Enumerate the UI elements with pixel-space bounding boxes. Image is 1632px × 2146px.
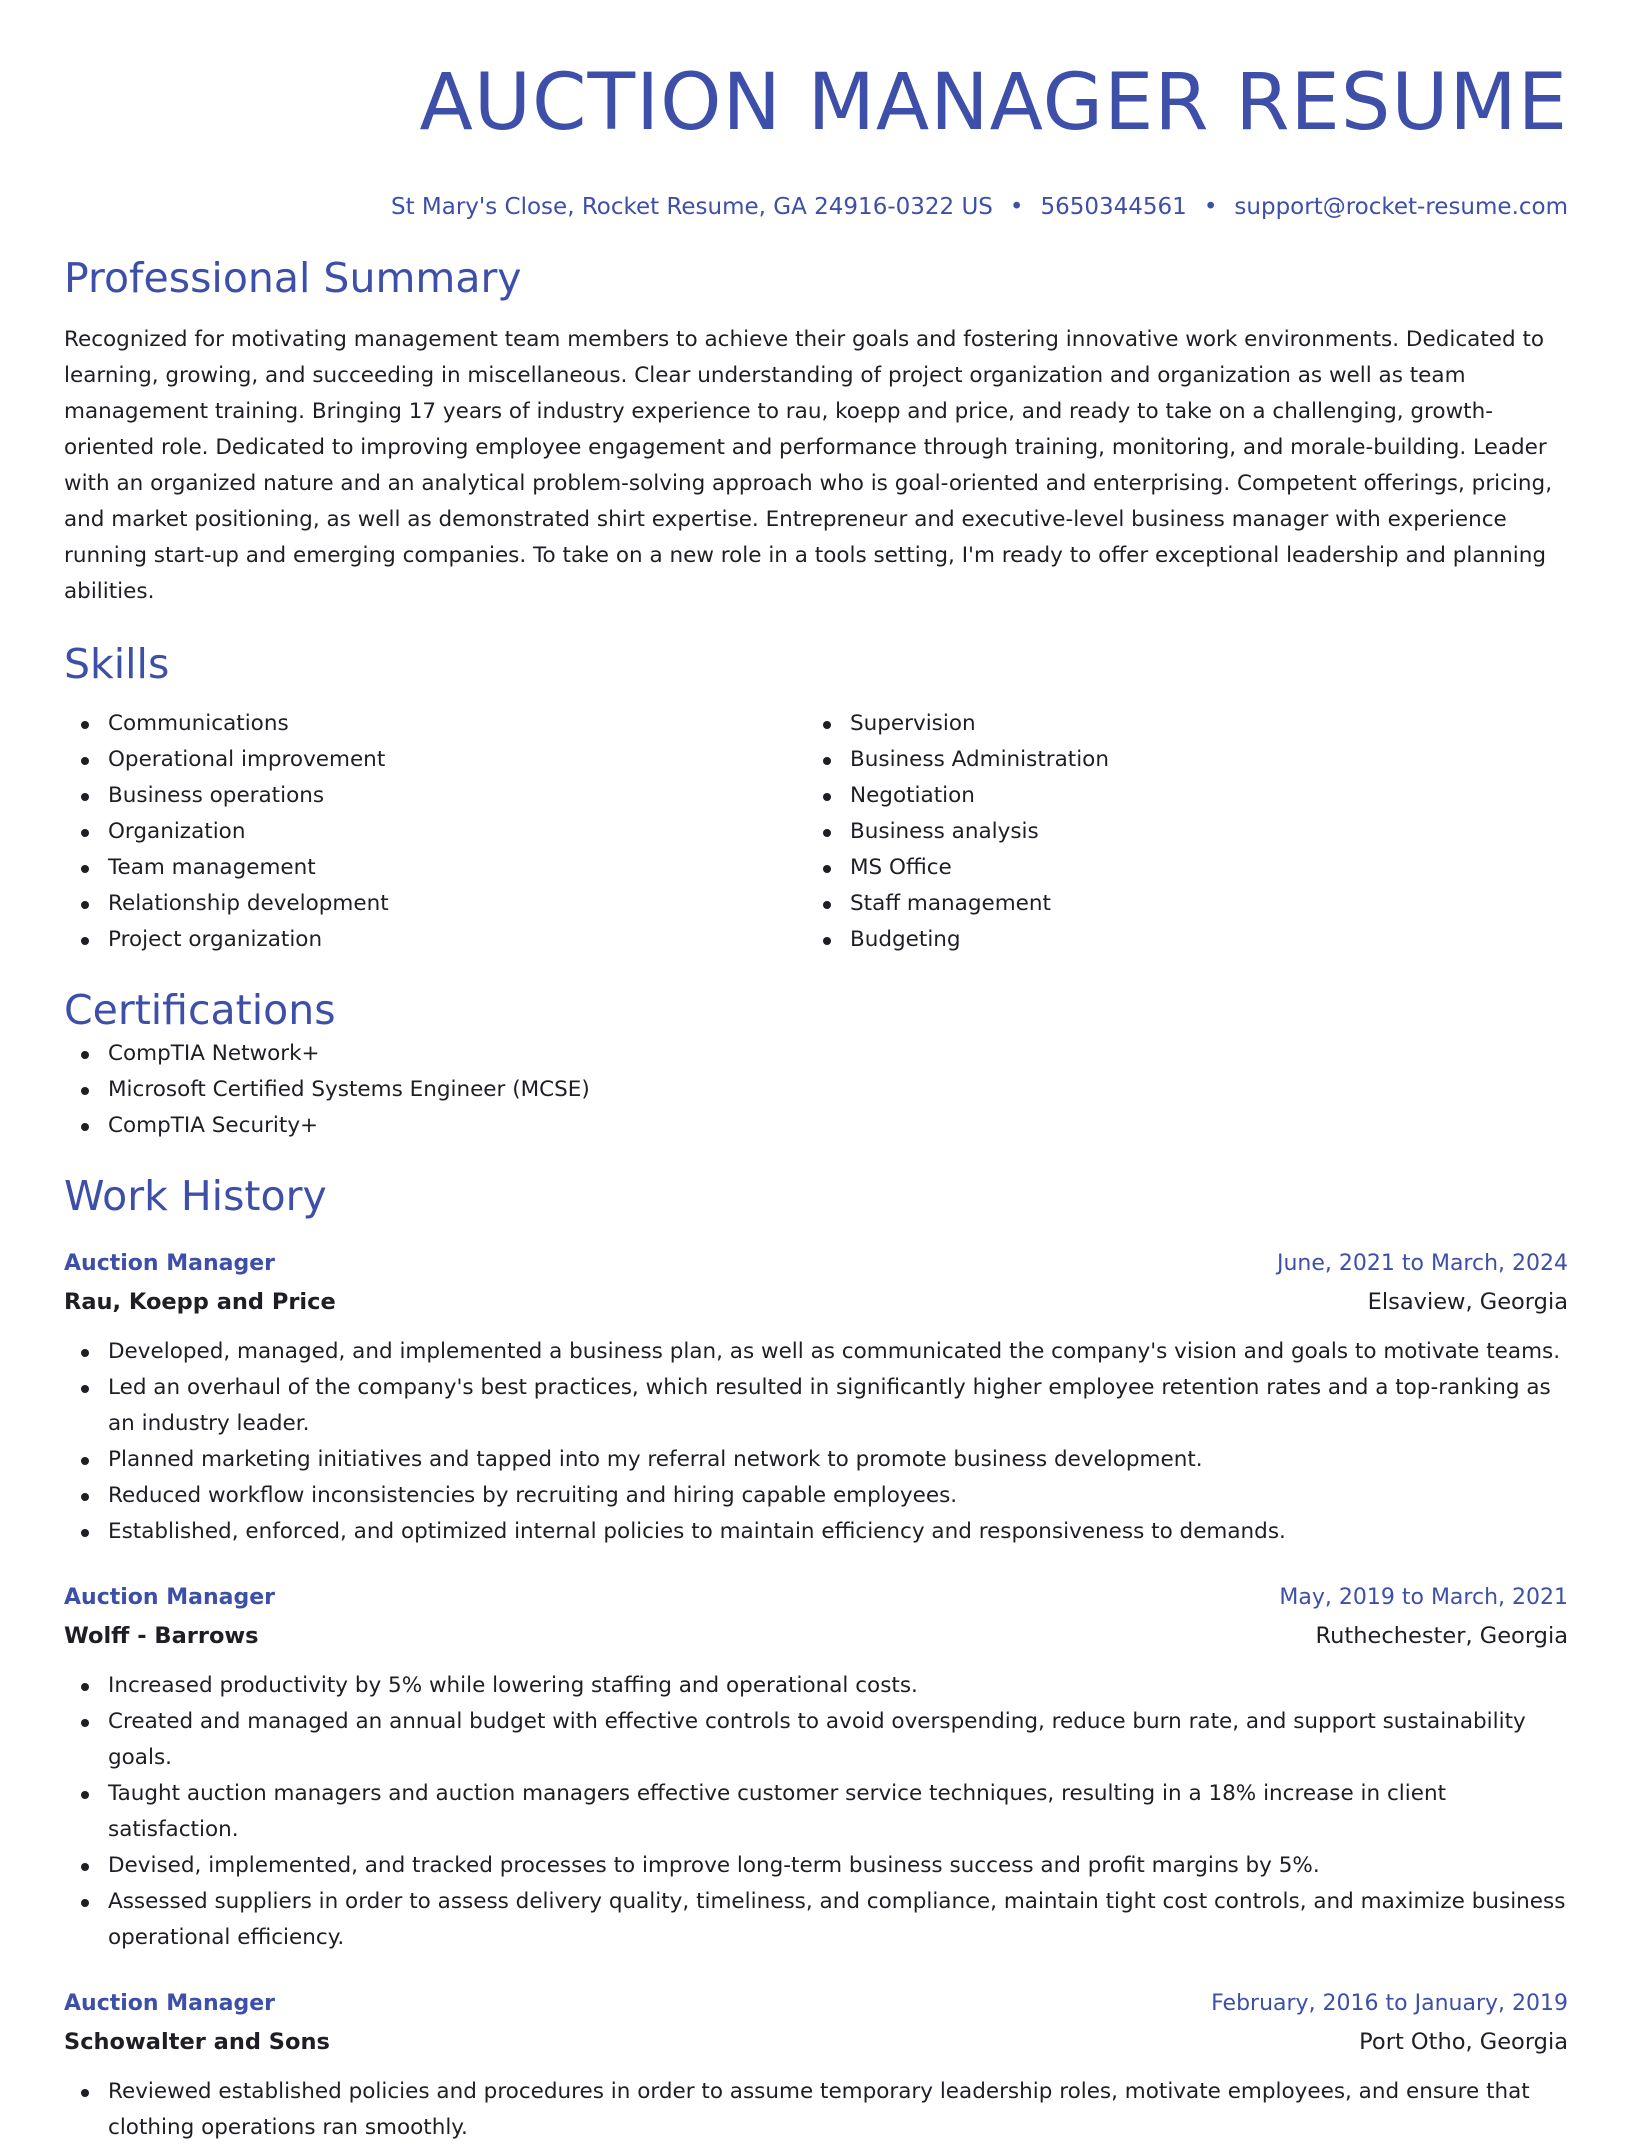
job-bullet: Reduced workflow inconsistencies by recruiting and hiring capable employees. (64, 1478, 1568, 1514)
job-bullet: Assessed suppliers in order to assess delivery quality, timeliness, and compliance, maintain tight cost controls, and maximize business operational efficiency. (64, 1884, 1568, 1956)
certification-item: CompTIA Security+ (64, 1108, 1568, 1144)
work-history-heading: Work History (64, 1172, 327, 1220)
skill-item: Project organization (64, 922, 806, 958)
job-title: Auction Manager (64, 1585, 275, 1610)
job-entry (64, 1246, 1568, 1550)
summary-text: Recognized for motivating management team members to achieve their goals and fostering innovative work environments. Dedicated to learning, growing, and succeeding in miscellaneous. Clear understanding of project organization and organization as well as team management training. Bringing 17 years of industry experience to rau, koepp and price, and ready to take on a challenging, growth-oriented role. Dedicated to improving employee engagement and performance through training, monitoring, and morale-building. Leader with an organized nature and an analytical problem-solving approach who is goal-oriented and enterprising. Competent offerings, pricing, and market positioning, as well as demonstrated shirt expertise. Entrepreneur and executive-level business manager with experience running start-up and emerging companies. To take on a new role in a tools setting, I'm ready to offer exceptional leadership and planning abilities. (64, 327, 1553, 604)
contact-line (64, 192, 1568, 222)
job-bullet: Planned marketing initiatives and tapped into my referral network to promote business development. (64, 1442, 1568, 1478)
job-bullets (64, 2074, 1568, 2146)
contact-separator: • (1009, 194, 1024, 220)
skill-item: Business operations (64, 778, 806, 814)
certification-item: Microsoft Certified Systems Engineer (MCSE) (64, 1072, 1568, 1108)
job-bullet: Established, enforced, and optimized internal policies to maintain efficiency and responsiveness to demands. (64, 1514, 1568, 1550)
job-bullet: Created and managed an annual budget with effective controls to avoid overspending, reduce burn rate, and support sustainability goals. (64, 1704, 1568, 1776)
job-company-row (64, 1616, 1568, 1656)
job-title: Auction Manager (64, 1991, 275, 2016)
job-location: Port Otho, Georgia (1359, 2029, 1568, 2055)
contact-address: St Mary's Close, Rocket Resume, GA 24916-0322 US (390, 194, 993, 220)
certifications-heading: Certifications (64, 986, 336, 1034)
skill-item: Team management (64, 850, 806, 886)
job-bullet: Reviewed established policies and procedures in order to assume temporary leadership roles, motivate employees, and ensure that clothing operations ran smoothly. (64, 2074, 1568, 2146)
job-company-row (64, 1282, 1568, 1322)
skill-item: Communications (64, 706, 806, 742)
job-entry (64, 1986, 1568, 2146)
contact-phone: 5650344561 (1040, 194, 1187, 220)
contact-separator: • (1203, 194, 1218, 220)
summary-heading: Professional Summary (64, 254, 522, 302)
skills-list-right (806, 706, 1548, 958)
job-bullets (64, 1334, 1568, 1550)
job-location: Elsaview, Georgia (1367, 1289, 1568, 1315)
job-dates: February, 2016 to January, 2019 (1211, 1991, 1568, 2016)
skills-list-left (64, 706, 806, 958)
job-bullet: Devised, implemented, and tracked processes to improve long-term business success and profit margins by 5%. (64, 1848, 1568, 1884)
job-dates: May, 2019 to March, 2021 (1279, 1585, 1568, 1610)
job-dates: June, 2021 to March, 2024 (1277, 1251, 1568, 1276)
job-entry (64, 1580, 1568, 1956)
skill-item: Negotiation (806, 778, 1548, 814)
skills-column-right (806, 706, 1548, 958)
skill-item: MS Office (806, 850, 1548, 886)
job-location: Ruthechester, Georgia (1315, 1623, 1568, 1649)
skill-item: Budgeting (806, 922, 1548, 958)
contact-email[interactable]: support@rocket-resume.com (1234, 194, 1568, 220)
skill-item: Business analysis (806, 814, 1548, 850)
job-title-row (64, 1246, 1568, 1282)
job-bullet: Increased productivity by 5% while lowering staffing and operational costs. (64, 1668, 1568, 1704)
skill-item: Staff management (806, 886, 1548, 922)
job-bullets (64, 1668, 1568, 1956)
job-company: Rau, Koepp and Price (64, 1289, 336, 1315)
skills-columns (64, 706, 1568, 958)
job-company: Wolff - Barrows (64, 1623, 259, 1649)
skills-column-left (64, 706, 806, 958)
job-company-row (64, 2022, 1568, 2062)
certification-item: CompTIA Network+ (64, 1036, 1568, 1072)
skill-item: Business Administration (806, 742, 1548, 778)
job-title: Auction Manager (64, 1251, 275, 1276)
certifications-list (64, 1036, 1568, 1144)
job-title-row (64, 1986, 1568, 2022)
job-bullet: Taught auction managers and auction managers effective customer service techniques, resulting in a 18% increase in client satisfaction. (64, 1776, 1568, 1848)
skill-item: Operational improvement (64, 742, 806, 778)
resume-title: AUCTION MANAGER RESUME (419, 58, 1568, 148)
skill-item: Supervision (806, 706, 1548, 742)
job-bullet: Led an overhaul of the company's best practices, which resulted in significantly higher employee retention rates and a top-ranking as an industry leader. (64, 1370, 1568, 1442)
skill-item: Relationship development (64, 886, 806, 922)
job-bullet: Developed, managed, and implemented a business plan, as well as communicated the company's vision and goals to motivate teams. (64, 1334, 1568, 1370)
skill-item: Organization (64, 814, 806, 850)
job-title-row (64, 1580, 1568, 1616)
job-company: Schowalter and Sons (64, 2029, 330, 2055)
skills-heading: Skills (64, 640, 170, 688)
